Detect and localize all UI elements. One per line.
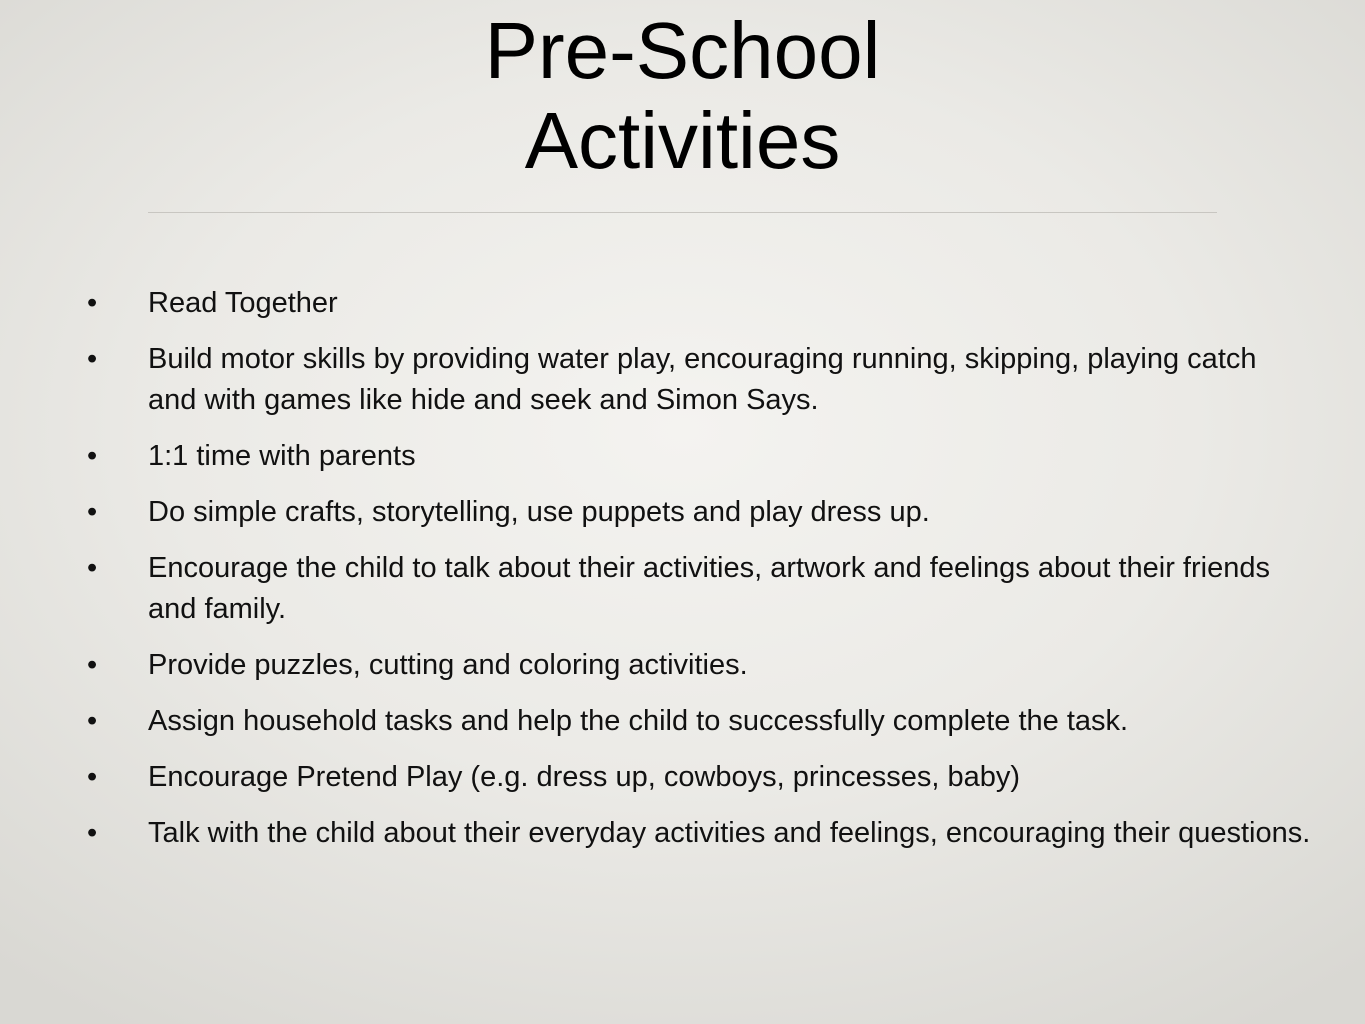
bullet-icon: •: [87, 287, 98, 319]
list-item: [87, 548, 1312, 630]
list-item: [87, 757, 1312, 798]
list-item: [87, 283, 1312, 324]
list-item-text: Do simple crafts, storytelling, use puppets and play dress up.: [148, 496, 930, 528]
list-item-text: Talk with the child about their everyday activities and feelings, encouraging their questions.: [148, 817, 1311, 849]
slide-title-line-2: Activities: [524, 96, 841, 185]
bullet-icon: •: [87, 817, 98, 849]
list-item-text: Read Together: [148, 287, 338, 319]
list-item-text: Encourage the child to talk about their activities, artwork and feelings about their friends and family.: [148, 552, 1270, 625]
slide-title: [0, 6, 1365, 186]
bullet-icon: •: [87, 761, 98, 793]
list-item-text: 1:1 time with parents: [148, 440, 416, 472]
bullet-icon: •: [87, 440, 98, 472]
bullet-icon: •: [87, 649, 98, 681]
list-item: [87, 701, 1312, 742]
slide-title-line-1: Pre-School: [484, 6, 881, 95]
title-divider: [148, 212, 1217, 213]
list-item: [87, 436, 1312, 477]
list-item: [87, 339, 1312, 421]
bullet-icon: •: [87, 705, 98, 737]
bullet-icon: •: [87, 552, 98, 584]
list-item-text: Encourage Pretend Play (e.g. dress up, cowboys, princesses, baby): [148, 761, 1021, 793]
list-item: [87, 645, 1312, 686]
list-item: [87, 813, 1312, 854]
list-item-text: Provide puzzles, cutting and coloring activities.: [148, 649, 748, 681]
list-item: [87, 492, 1312, 533]
bullet-icon: •: [87, 496, 98, 528]
list-item-text: Assign household tasks and help the child to successfully complete the task.: [148, 705, 1129, 737]
bullet-icon: •: [87, 343, 98, 375]
list-item-text: Build motor skills by providing water play, encouraging running, skipping, playing catch and with games like hide and seek and Simon Says.: [148, 343, 1257, 416]
bullet-list: [87, 283, 1312, 869]
